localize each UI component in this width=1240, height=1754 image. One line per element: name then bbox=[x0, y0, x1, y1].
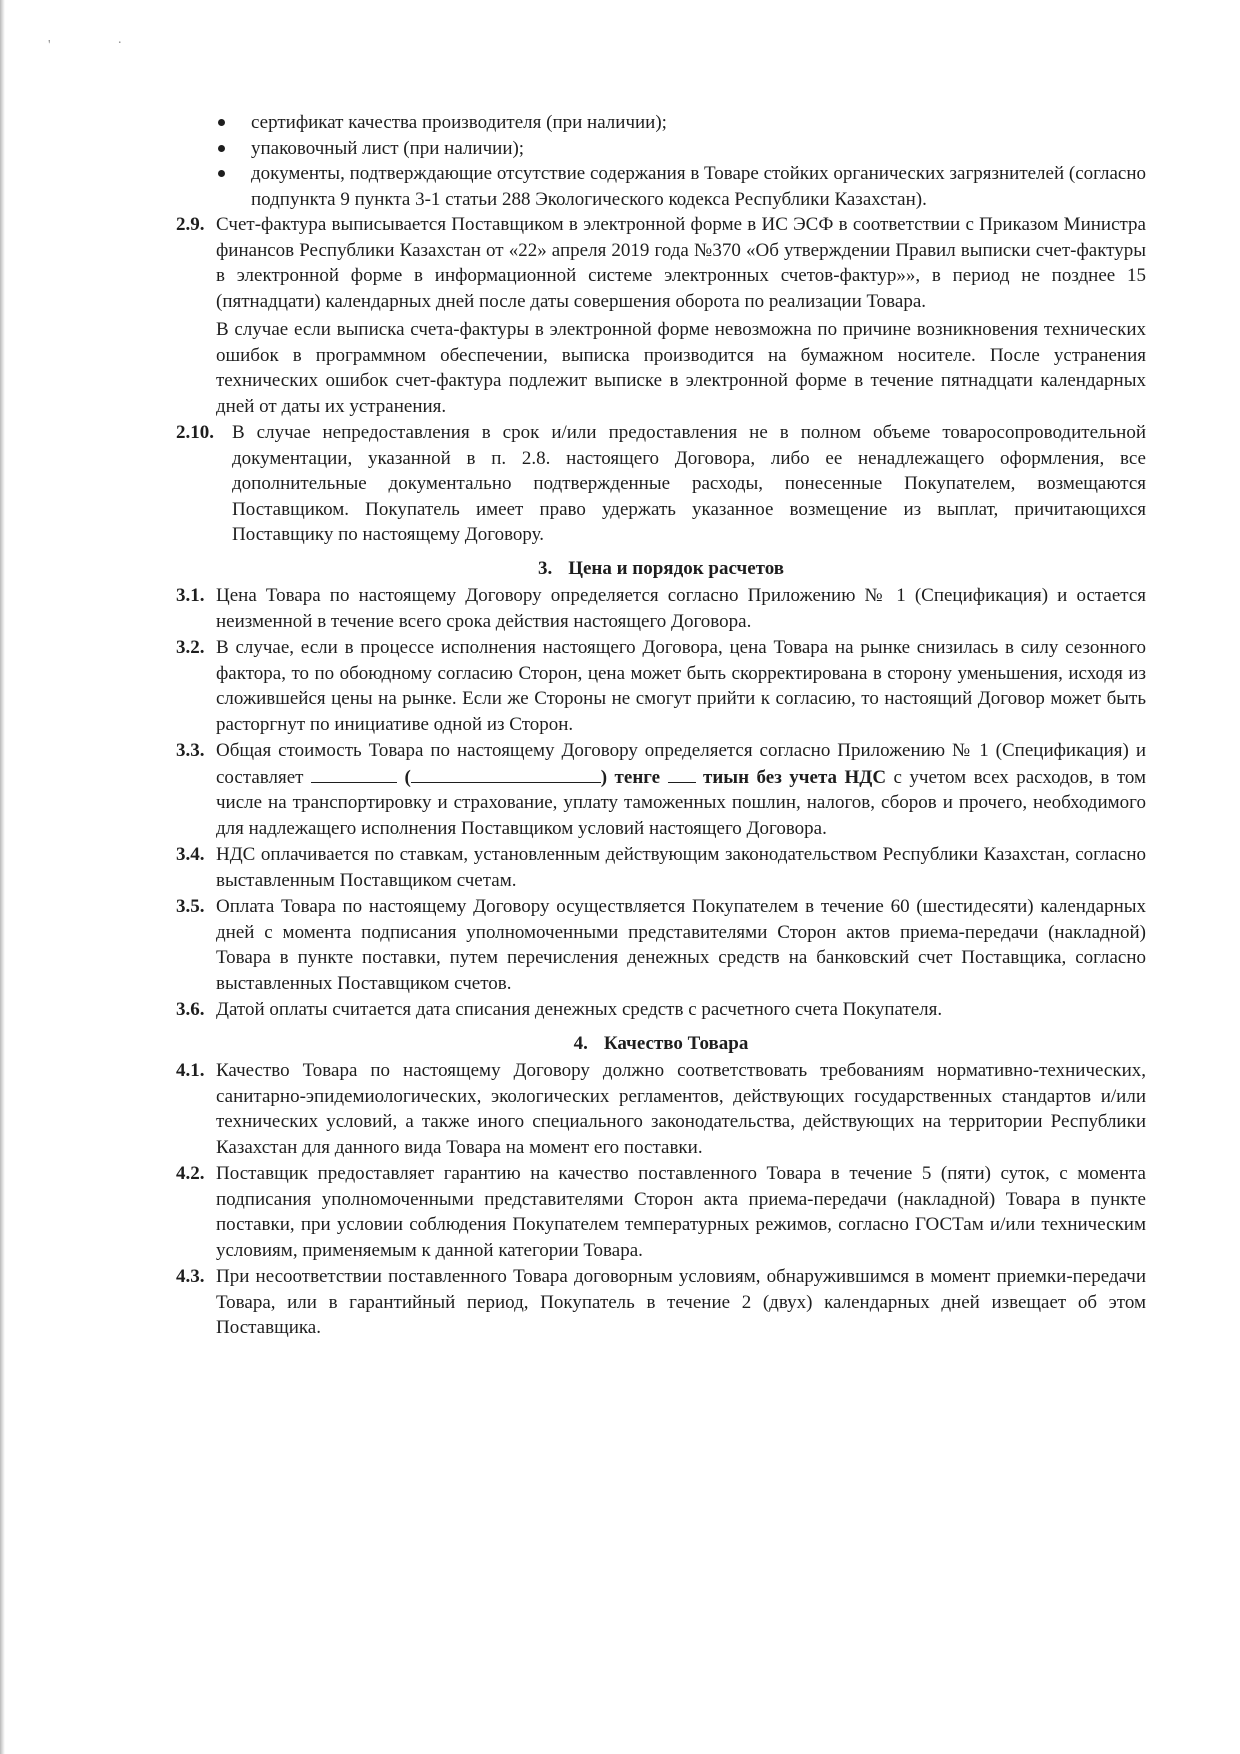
clause-text bbox=[216, 738, 1146, 841]
bullet-icon bbox=[218, 145, 225, 152]
amount-words-blank bbox=[411, 764, 601, 783]
paren-open: ( bbox=[404, 766, 411, 788]
clause-text: Оплата Товара по настоящему Договору осуществляется Покупателем в течение 60 (шестидесяти) календарных дней с момента подписания уполномоченными представителями Сторон актов приема-передачи (накладной) Товара в пункте поставки, путем перечисления денежных средств на банковский счет Поставщика, согласно выставленных Поставщиком счетов. bbox=[216, 896, 1146, 994]
clause-text: НДС оплачивается по ставкам, установленным действующим законодательством Республики Казахстан, согласно выставленным Поставщиком счетам. bbox=[216, 844, 1146, 891]
list-item: упаковочный лист (при наличии); bbox=[176, 136, 1146, 162]
clause-3-1 bbox=[176, 583, 1146, 634]
clause-text: В случае, если в процессе исполнения настоящего Договора, цена Товара на рынке снизилась в силу сезонного фактора, то по обоюдному согласию Сторон, цена может быть скорректирована в сторону уменьшения, исходя из сложившейся цены на рынке. Если же Стороны не смогут прийти к согласию, то настоящий Договор может быть расторгнут по инициативе одной из Сторон. bbox=[216, 637, 1146, 735]
clause-number: 3.4. bbox=[176, 844, 205, 865]
scan-mark: ' bbox=[48, 38, 51, 53]
tiyn-blank bbox=[668, 764, 696, 783]
clause-text: Счет-фактура выписывается Поставщиком в электронной форме в ИС ЭСФ в соответствии с Приказом Министра финансов Республики Казахстан от «22» апреля 2019 года №370 «Об утверждении Правил выписки счет-фактуры в электронной форме в информационной системе электронных счетов-фактур»», в период не позднее 15 (пятнадцати) календарных дней после даты совершения оборота по реализации Товара. bbox=[216, 214, 1146, 312]
clause-text: Цена Товара по настоящему Договору определяется согласно Приложению № 1 (Спецификация) и остается неизменной в течение всего срока действия настоящего Договора. bbox=[216, 585, 1146, 632]
section-4-title bbox=[176, 1031, 1146, 1057]
clause-3-2 bbox=[176, 635, 1146, 737]
bullet-list bbox=[176, 110, 1146, 212]
currency-label: ) тенге bbox=[600, 766, 661, 788]
section-number: 3. bbox=[537, 557, 553, 579]
clause-3-5 bbox=[176, 894, 1146, 996]
clause-text: При несоответствии поставленного Товара договорным условиям, обнаружившимся в момент приемки-передачи Товара, или в гарантийный период, Покупатель в течение 2 (двух) календарных дней извещает об этом Поставщика. bbox=[216, 1266, 1146, 1338]
clause-3-6 bbox=[176, 997, 1146, 1023]
document-body bbox=[176, 110, 1146, 1342]
section-number: 4. bbox=[573, 1032, 588, 1054]
clause-number: 3.6. bbox=[176, 999, 205, 1020]
clause-number: 4.3. bbox=[176, 1266, 205, 1287]
list-item: документы, подтверждающие отсутствие содержания в Товаре стойких органических загрязнителей (согласно подпункта 9 пункта 3-1 статьи 288 Экологического кодекса Республики Казахстан). bbox=[176, 161, 1146, 212]
clause-number: 3.1. bbox=[176, 585, 205, 606]
amount-blank bbox=[311, 764, 397, 783]
clause-text: В случае непредоставления в срок и/или предоставления не в полном объеме товаросопроводительной документации, указанной в п. 2.8. настоящего Договора, либо ее ненадлежащего оформления, все дополнительные документально подтвержденные расходы, понесенные Покупателем, возмещаются Поставщиком. Покупатель имеет право удержать указанное возмещение из выплат, причитающихся Поставщику по настоящему Договору. bbox=[232, 422, 1146, 545]
section-heading: Цена и порядок расчетов bbox=[568, 557, 785, 579]
scan-mark: . bbox=[118, 32, 122, 47]
bullet-icon bbox=[218, 119, 225, 126]
clause-3-4 bbox=[176, 842, 1146, 893]
clause-3-3 bbox=[176, 738, 1146, 841]
clause-number: 2.9. bbox=[176, 214, 205, 235]
clause-text: Качество Товара по настоящему Договору должно соответствовать требованиям нормативно-технических, санитарно-эпидемиологических, экологических регламентов, действующих государственных стандартов и/или технических условий, а также иного специального законодательства, действующих на территории Республики Казахстан для данного вида Товара на момент его поставки. bbox=[216, 1060, 1146, 1158]
clause-4-3 bbox=[176, 1264, 1146, 1341]
clause-number: 4.1. bbox=[176, 1060, 205, 1081]
clause-number: 3.5. bbox=[176, 896, 205, 917]
vat-note: тиын без учета НДС bbox=[703, 766, 887, 788]
clause-text-part: Общая стоимость Товара по настоящему Договору определяется согласно Приложению № 1 (Спецификация) и составляет bbox=[216, 740, 1146, 788]
clause-4-1 bbox=[176, 1058, 1146, 1160]
clause-text: Датой оплаты считается дата списания денежных средств с расчетного счета Покупателя. bbox=[216, 999, 943, 1020]
section-heading: Качество Товара bbox=[603, 1032, 749, 1054]
clause-2-10 bbox=[176, 420, 1146, 548]
clause-number: 2.10. bbox=[176, 422, 214, 443]
clause-number: 3.2. bbox=[176, 637, 205, 658]
clause-number: 4.2. bbox=[176, 1163, 205, 1184]
clause-text-part: с учетом всех расходов, в том числе на транспортировку и страхование, уплату таможенных пошлин, налогов, сборов и прочего, необходимого для надлежащего исполнения Поставщиком условий настоящего Договора. bbox=[216, 766, 1147, 839]
section-3-title bbox=[176, 556, 1146, 582]
clause-2-9 bbox=[176, 212, 1146, 419]
clause-number: 3.3. bbox=[176, 740, 205, 761]
clause-text: Поставщик предоставляет гарантию на качество поставленного Товара в течение 5 (пяти) суток, с момента подписания уполномоченными представителями Сторон акта приема-передачи (накладной) Товара в пункте поставки, при условии соблюдения Покупателем температурных режимов, согласно ГОСТам и/или техническим условиям, применяемым к данной категории Товара. bbox=[216, 1163, 1146, 1261]
clause-4-2 bbox=[176, 1161, 1146, 1263]
clause-text: В случае если выписка счета-фактуры в электронной форме невозможна по причине возникновения технических ошибок в программном обеспечении, выписка производится на бумажном носителе. После устранения технических ошибок счет-фактура подлежит выписке в электронной форме в течение пятнадцати календарных дней от даты их устранения. bbox=[216, 319, 1146, 417]
scan-edge bbox=[0, 0, 5, 1754]
list-item: сертификат качества производителя (при наличии); bbox=[176, 110, 1146, 136]
bullet-icon bbox=[218, 170, 225, 177]
